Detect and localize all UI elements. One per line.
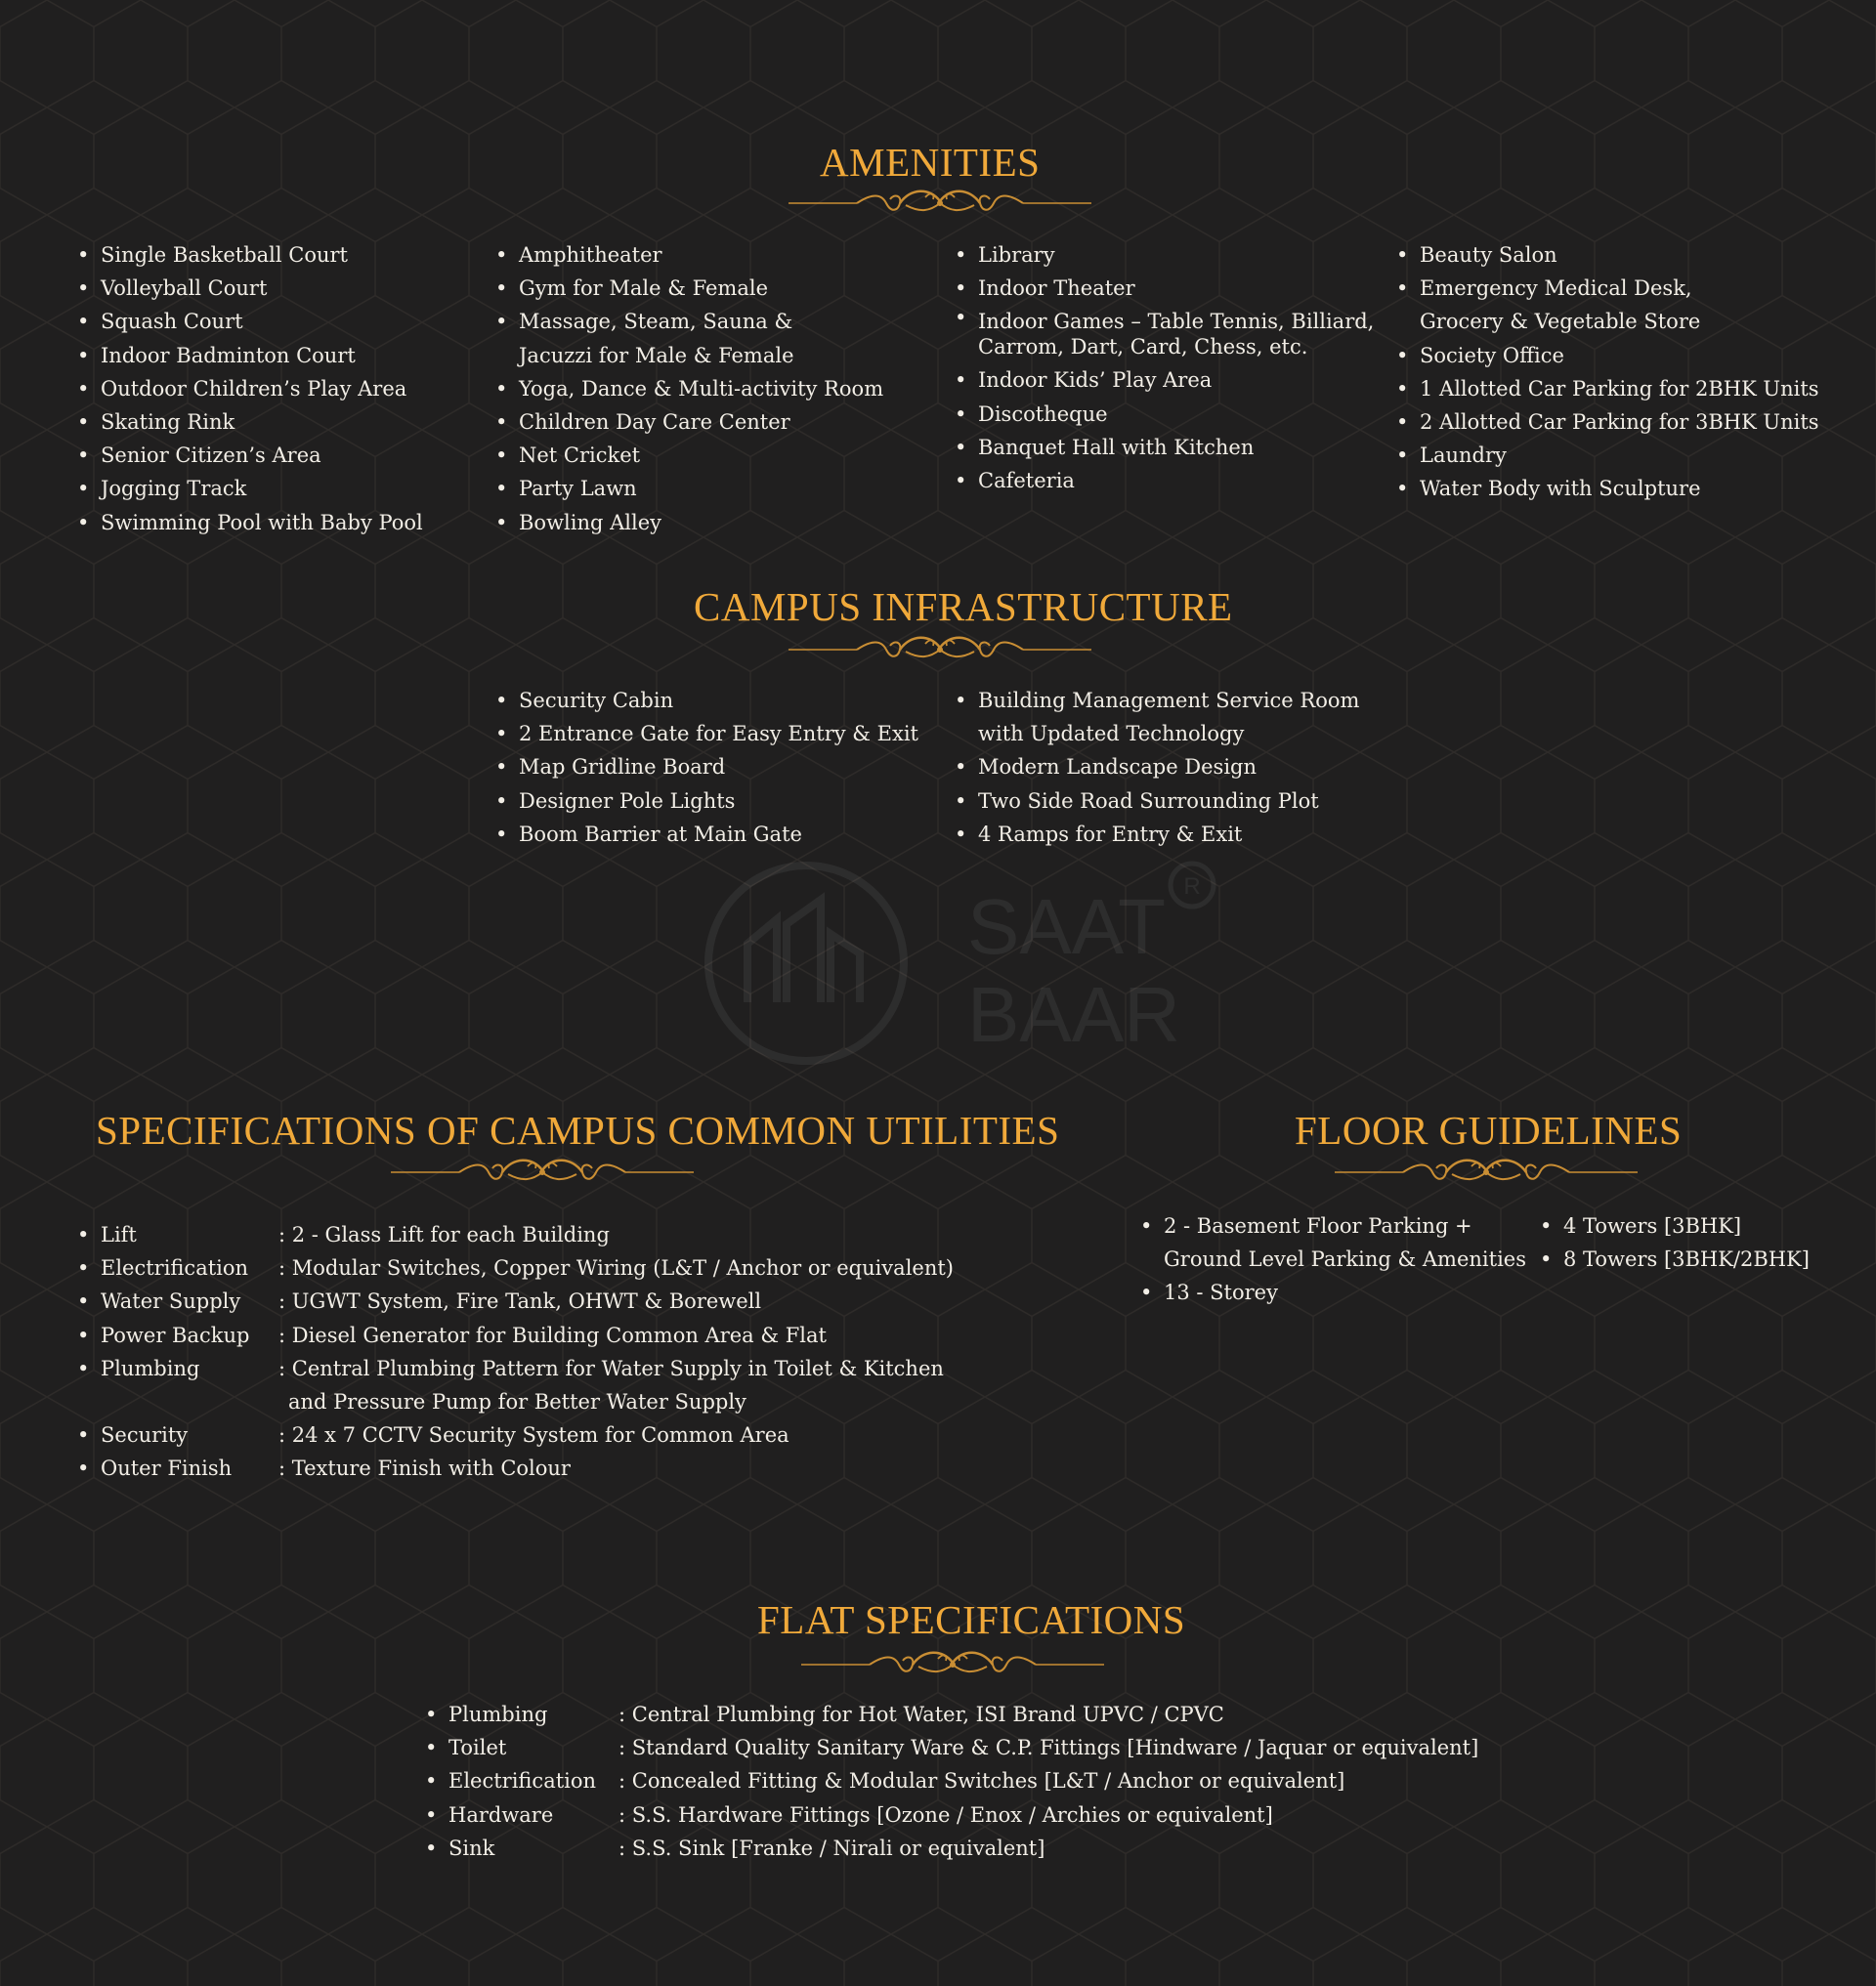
list-item: • 2 Entrance Gate for Easy Entry & Exit [495,717,918,750]
list-item: • 13 - Storey [1140,1276,1526,1309]
spec-value: : S.S. Sink [Franke / Nirali or equivalent] [618,1836,1045,1860]
list-item: • Boom Barrier at Main Gate [495,818,918,851]
list-item: • Laundry [1396,439,1819,472]
list-item-line: Emergency Medical Desk, [1420,276,1692,301]
list-item-line: Grocery & Vegetable Store [1420,310,1701,334]
amenities-ornament [789,184,1091,223]
spec-value-line: and Pressure Pump for Better Water Supply [288,1390,746,1415]
watermark-mark: R [1183,873,1201,900]
list-item: • Swimming Pool with Baby Pool [77,506,423,539]
flat-list [425,1698,1478,1865]
list-item: • Squash Court [77,305,423,338]
list-item: • Amphitheater [495,238,883,272]
list-item: • Cafeteria [955,464,1374,497]
spec-value: : Diesel Generator for Building Common Area & Flat [278,1323,827,1347]
amenities-list-col4 [1396,238,1819,506]
spec-value: : UGWT System, Fire Tank, OHWT & Borewell [278,1289,762,1314]
spec-value: : Texture Finish with Colour [278,1457,571,1481]
list-item: • Senior Citizen’s Area [77,439,423,472]
floor-list-col1 [1140,1209,1526,1310]
list-item [77,1352,954,1418]
list-item [425,1798,1478,1832]
list-item: • Indoor Theater [955,272,1374,305]
spec-label: • Power Backup [101,1323,250,1347]
utilities-title: SPECIFICATIONS OF CAMPUS COMMON UTILITIES [96,1108,1060,1153]
list-item: • Society Office [1396,339,1819,372]
list-item: • Volleyball Court [77,272,423,305]
floor-list-col2 [1540,1209,1810,1276]
list-item: • Party Lawn [495,472,883,505]
list-item: • Map Gridline Board [495,750,918,783]
spec-value [278,1352,944,1418]
spec-value: : Central Plumbing for Hot Water, ISI Brand UPVC / CPVC [618,1703,1224,1726]
list-item: • Jogging Track [77,472,423,505]
spec-label: • Electrification [101,1256,249,1281]
list-item [425,1832,1478,1865]
spec-value-line: : Central Plumbing Pattern for Water Supply in Toilet & Kitchen [278,1356,944,1380]
list-item [1140,1209,1526,1276]
list-item-line: Indoor Games – Table Tennis, Billiard, [978,310,1375,334]
amenities-list-col2 [495,238,883,539]
spec-value: : Standard Quality Sanitary Ware & C.P. Fittings [Hindware / Jaquar or equivalent] [618,1736,1479,1760]
list-item: • Outdoor Children’s Play Area [77,372,423,405]
list-item-line: Ground Level Parking & Amenities [1164,1247,1526,1272]
spec-label: • Toilet [448,1736,507,1760]
list-item-line: 2 - Basement Floor Parking + [1164,1214,1472,1238]
campus-ornament [789,630,1091,669]
list-item [77,1319,954,1352]
list-item: • 8 Towers [3BHK/2BHK] [1540,1243,1810,1276]
floor-ornament [1335,1153,1638,1192]
list-item: • Banquet Hall with Kitchen [955,431,1374,464]
spec-label: • Security [101,1423,189,1448]
utilities-list [77,1218,954,1486]
list-item: • Designer Pole Lights [495,784,918,818]
list-item [425,1731,1478,1764]
spec-label: • Plumbing [448,1703,548,1726]
spec-value: : Modular Switches, Copper Wiring (L&T / Anchor or equivalent) [278,1256,954,1281]
list-item: • Library [955,238,1374,272]
list-item [77,1218,954,1251]
utilities-ornament [391,1153,694,1192]
spec-value: : 2 - Glass Lift for each Building [278,1223,610,1247]
list-item: • 2 Allotted Car Parking for 3BHK Units [1396,405,1819,439]
list-item [495,305,883,371]
watermark-logo [694,856,1221,1071]
amenities-list-col1 [77,238,423,539]
list-item [77,1251,954,1285]
list-item: • Indoor Badminton Court [77,339,423,372]
campus-title: CAMPUS INFRASTRUCTURE [694,584,1233,629]
list-item [425,1764,1478,1797]
list-item-line: Massage, Steam, Sauna & [519,310,793,334]
amenities-list-col3 [955,238,1374,497]
list-item [1396,272,1819,338]
list-item-line: with Updated Technology [978,722,1245,746]
list-item: • Modern Landscape Design [955,750,1359,783]
spec-label: • Outer Finish [101,1457,233,1481]
spec-value: : Concealed Fitting & Modular Switches [L&T / Anchor or equivalent] [618,1769,1345,1794]
list-item [77,1418,954,1452]
list-item-line: Carrom, Dart, Card, Chess, etc. [978,335,1308,359]
spec-label: • Water Supply [101,1289,241,1314]
list-item: • 4 Ramps for Entry & Exit [955,818,1359,851]
list-item [955,684,1359,750]
list-item: • Skating Rink [77,405,423,439]
list-item: • Bowling Alley [495,506,883,539]
list-item-line: Building Management Service Room [978,689,1360,712]
list-item: • Security Cabin [495,684,918,717]
spec-label: • Lift [101,1223,137,1247]
list-item: • Beauty Salon [1396,238,1819,272]
campus-list-col1 [495,684,918,851]
list-item [955,305,1374,363]
list-item: • Single Basketball Court [77,238,423,272]
watermark-line1: SAAT [967,883,1167,970]
list-item [77,1285,954,1318]
list-item [425,1698,1478,1731]
spec-label: • Sink [448,1836,495,1860]
list-item: • 1 Allotted Car Parking for 2BHK Units [1396,372,1819,405]
list-item: • Net Cricket [495,439,883,472]
spec-label: • Hardware [448,1802,554,1827]
list-item-line: Jacuzzi for Male & Female [519,343,794,367]
spec-value: : S.S. Hardware Fittings [Ozone / Enox / Archies or equivalent] [618,1802,1273,1827]
list-item: • Water Body with Sculpture [1396,472,1819,505]
list-item: • Discotheque [955,398,1374,431]
spec-label: • Electrification [448,1769,597,1794]
list-item: • Indoor Kids’ Play Area [955,363,1374,397]
campus-list-col2 [955,684,1359,851]
spec-value: : 24 x 7 CCTV Security System for Common Area [278,1423,789,1448]
list-item: • Gym for Male & Female [495,272,883,305]
list-item: • Yoga, Dance & Multi-activity Room [495,372,883,405]
watermark-line2: BAAR [967,971,1180,1058]
amenities-title: AMENITIES [820,140,1041,185]
spec-label: • Plumbing [101,1356,200,1380]
list-item [77,1452,954,1485]
list-item: • Children Day Care Center [495,405,883,439]
list-item: • Two Side Road Surrounding Plot [955,784,1359,818]
list-item: • 4 Towers [3BHK] [1540,1209,1810,1243]
flat-ornament [801,1645,1104,1684]
flat-title: FLAT SPECIFICATIONS [757,1597,1186,1642]
floor-title: FLOOR GUIDELINES [1295,1108,1683,1153]
